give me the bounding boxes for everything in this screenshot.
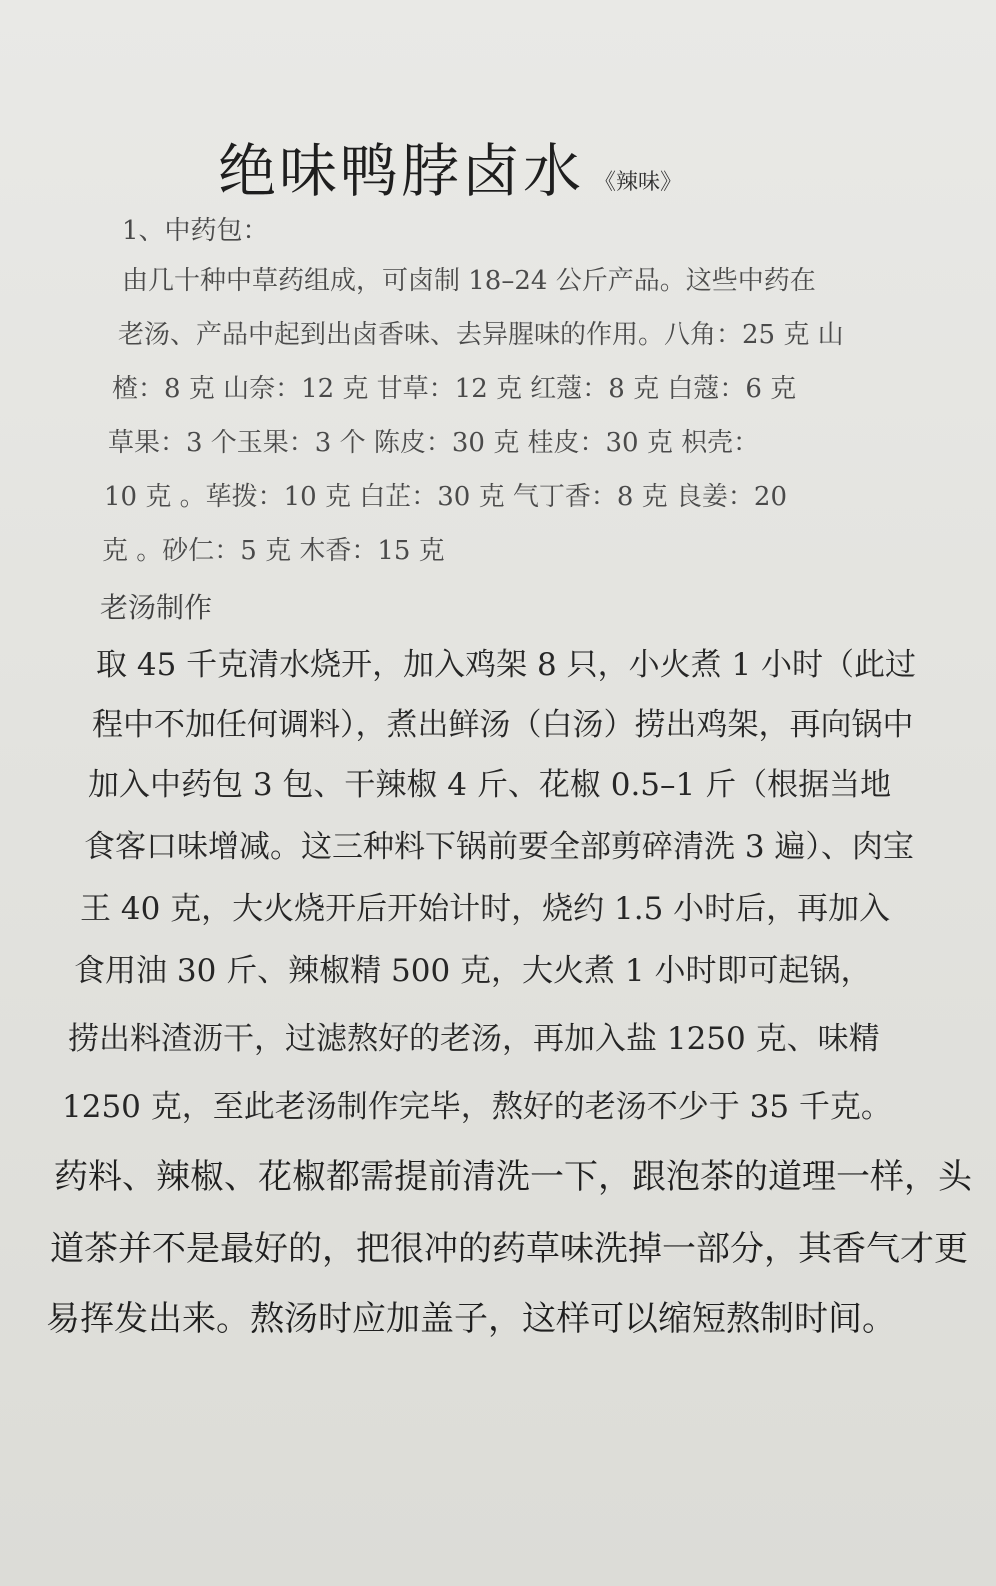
page-subtitle: 《辣味》 [594, 170, 683, 195]
section2-line: 食用油 30 斤、辣椒精 500 克，大火煮 1 小时即可起锅， [74, 953, 872, 989]
section2-heading: 老汤制作 [100, 591, 213, 624]
section1-line: 克 。砂仁：5 克 木香：15 克 [102, 536, 445, 566]
note-line: 道茶并不是最好的，把很冲的药草味洗掉一部分，其香气才更 [50, 1229, 968, 1269]
section2-line: 加入中药包 3 包、干辣椒 4 斤、花椒 0.5–1 斤（根据当地 [88, 767, 892, 803]
section2-line: 取 45 千克清水烧开，加入鸡架 8 只，小火煮 1 小时（此过 [96, 647, 917, 683]
section1-line: 10 克 。荜拨：10 克 白芷：30 克 气丁香：8 克 良姜：20 [104, 482, 787, 512]
section1-heading: 1、中药包： [122, 216, 269, 246]
section2-line: 捞出料渣沥干，过滤熬好的老汤，再加入盐 1250 克、味精 [68, 1021, 880, 1057]
section1-line: 草果：3 个玉果：3 个 陈皮：30 克 桂皮：30 克 枳壳： [108, 428, 760, 458]
section2-line: 食客口味增减。这三种料下锅前要全部剪碎清洗 3 遍）、肉宝 [84, 829, 914, 865]
note-line: 易挥发出来。熬汤时应加盖子，这样可以缩短熬制时间。 [46, 1299, 896, 1339]
title-row [218, 137, 683, 205]
section1-line: 由几十种中草药组成，可卤制 18–24 公斤产品。这些中药在 [122, 266, 816, 296]
section2-line: 王 40 克，大火烧开后开始计时，烧约 1.5 小时后，再加入 [80, 891, 891, 927]
section1-line: 老汤、产品中起到出卤香味、去异腥味的作用。八角：25 克 山 [118, 320, 844, 350]
section1-line: 楂：8 克 山奈：12 克 甘草：12 克 红蔻：8 克 白蔻：6 克 [112, 374, 797, 404]
page-title: 绝味鸭脖卤水 [218, 137, 585, 205]
note-line: 药料、辣椒、花椒都需提前清洗一下，跟泡茶的道理一样，头 [54, 1157, 972, 1197]
section2-line: 程中不加任何调料），煮出鲜汤（白汤）捞出鸡架，再向锅中 [92, 707, 914, 743]
section2-line: 1250 克，至此老汤制作完毕，熬好的老汤不少于 35 千克。 [62, 1089, 892, 1125]
